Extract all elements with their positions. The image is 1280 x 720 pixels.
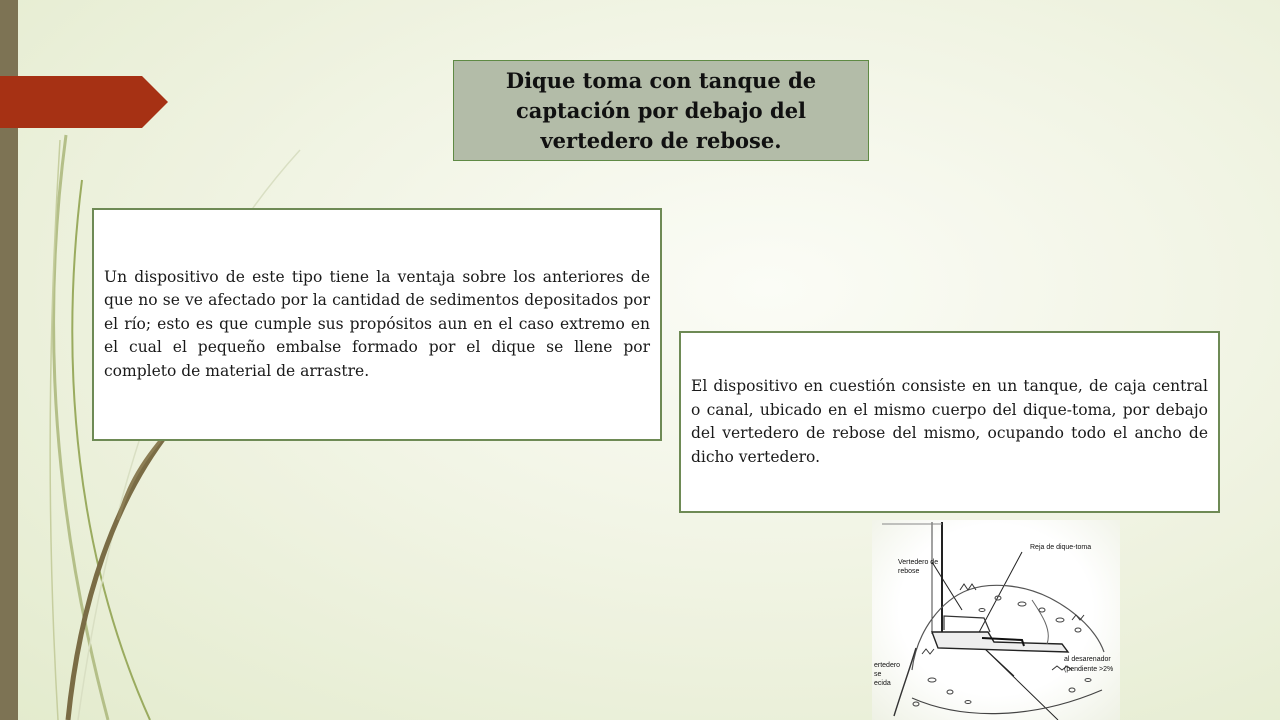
- paragraph-description: El dispositivo en cuestión consiste en un tanque, de caja central o canal, ubicado en el mismo cuerpo del dique-toma, por debajo del vertedero de rebose del mismo, ocupando todo el ancho de dicho vertedero.: [691, 377, 1208, 466]
- diagram-drawing: [872, 520, 1120, 720]
- red-arrow-tab: [0, 76, 168, 128]
- slide-title: Dique toma con tanque de captación por debajo del vertedero de rebose.: [453, 60, 869, 161]
- label-left-3: ecida: [874, 680, 891, 687]
- text-box-description: [679, 331, 1220, 513]
- label-vertedero-1: Vertedero de: [898, 559, 939, 566]
- label-reja: Reja de dique-toma: [1030, 544, 1092, 551]
- text-box-advantage: [92, 208, 662, 441]
- label-desarenador-1: al desarenador: [1064, 656, 1111, 663]
- label-desarenador-2: (pendiente >2%: [1064, 666, 1114, 673]
- paragraph-advantage: Un dispositivo de este tipo tiene la ventaja sobre los anteriores de que no se ve afectado por la cantidad de sedimentos depositados por el río; esto es que cumple sus propósitos aun en el caso extremo en el cual el pequeño embalse formado por el dique se llene por completo de material de arrastre.: [104, 267, 650, 380]
- label-vertedero-2: rebose: [898, 568, 920, 575]
- dam-intake-diagram: [872, 520, 1120, 720]
- label-left-1: ertedero: [874, 662, 901, 669]
- label-left-2: se: [874, 671, 882, 678]
